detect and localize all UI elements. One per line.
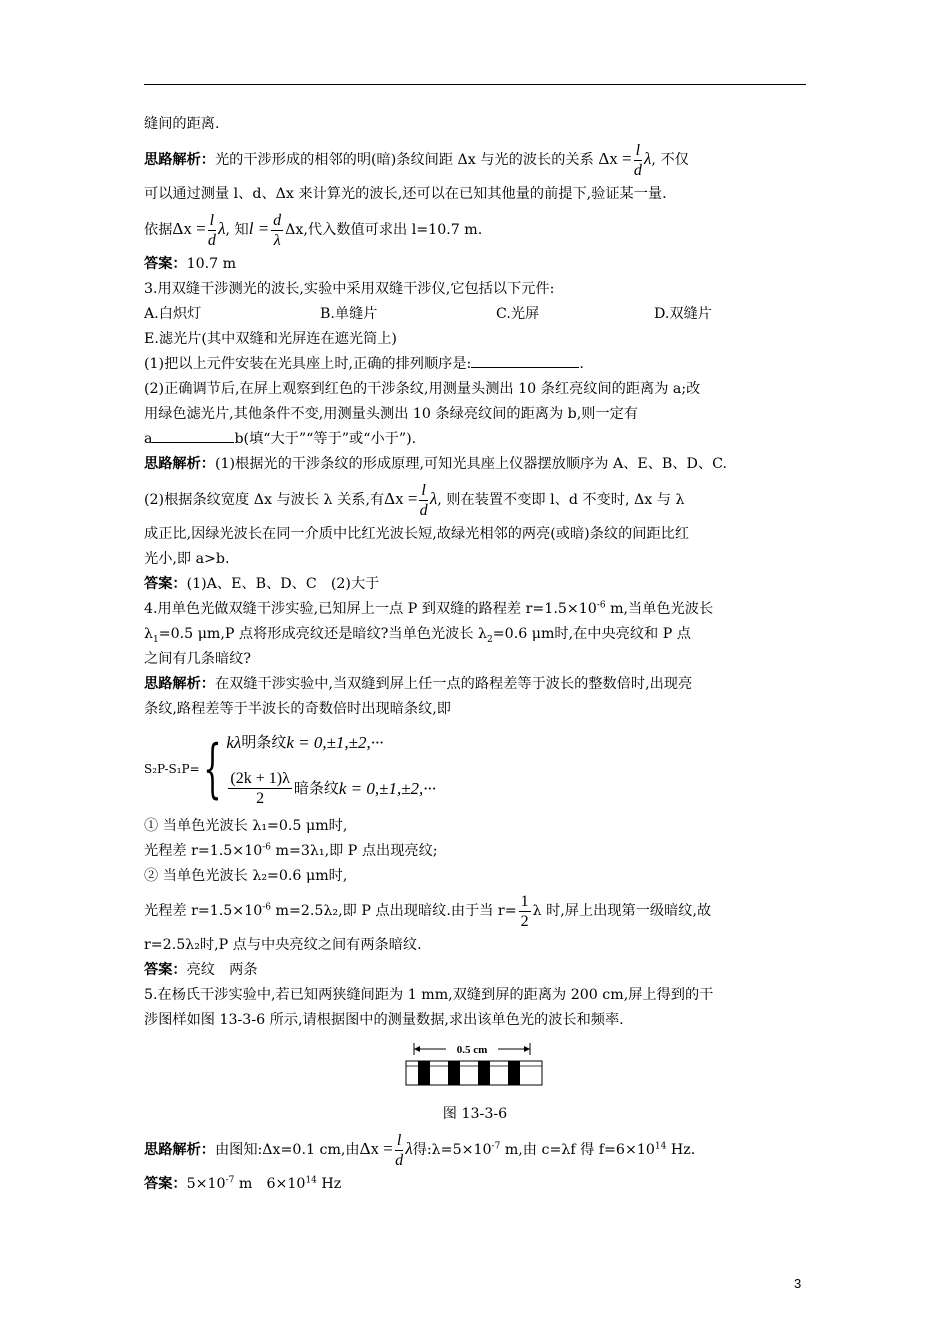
solution-label: 思路解析： [144, 152, 215, 168]
formula-line [144, 207, 806, 252]
answer-label: 答案： [144, 576, 187, 592]
text-fragment: Δx,代入数值可求出 l=10.7 m. [285, 222, 483, 238]
brace-symbol: { [202, 732, 222, 806]
text-fragment: , 不仅 [651, 152, 689, 168]
text-fragment: λ 时,屏上出现第一级暗纹,故 [532, 903, 712, 919]
frac-denominator: 2 [256, 790, 265, 807]
subscript: 1 [153, 634, 159, 645]
case-label: 暗条纹 [293, 779, 339, 797]
option-a: A.白炽灯 [144, 306, 202, 322]
answer-blank [152, 428, 234, 443]
text-fragment: λ [144, 626, 153, 642]
answer-line [144, 572, 806, 597]
fraction-one-half [519, 892, 531, 931]
solution-line [144, 1127, 806, 1172]
frac-denominator: d [419, 501, 428, 519]
formula-l: l = [248, 219, 270, 238]
text-fragment: b(填“大于”“等于”或“小于”). [234, 431, 417, 447]
solution-line [144, 477, 806, 522]
text-fragment: 4.用单色光做双缝干涉实验,已知屏上一点 P 到双缝的路程差 r=1.5×10 [144, 601, 597, 617]
text-line [144, 839, 806, 864]
case-expr: kλ [226, 733, 242, 752]
question-5: 涉图样如图 13-3-6 所示,请根据图中的测量数据,求出该单色光的波长和频率. [144, 1012, 624, 1028]
text-line: 可以通过测量 l、d、Δx 来计算光的波长,还可以在已知其他量的前提下,验证某一量. [144, 186, 667, 202]
text-fragment: =0.6 μm时,在中央亮纹和 P 点 [492, 626, 691, 642]
frac-numerator: l [396, 1131, 402, 1149]
text-fragment: m=3λ₁,即 P 点出现亮纹; [271, 843, 438, 859]
answer-label: 答案： [144, 256, 187, 272]
text-line: r=2.5λ₂时,P 点与中央亮纹之间有两条暗纹. [144, 937, 422, 953]
answer-text: 10.7 m [186, 256, 237, 272]
figure-caption: 图 13-3-6 [442, 1106, 508, 1122]
answer-text: (1)A、E、B、D、C (2)大于 [186, 576, 380, 592]
question-3-part-2 [144, 427, 806, 452]
question-3-part-1 [144, 352, 806, 377]
answer-line [144, 252, 806, 277]
interference-figure [144, 1039, 806, 1098]
text-fragment: m,当单色光波长 [605, 601, 714, 617]
text-fragment: (2)根据条纹宽度 Δx 与波长 λ 关系,有 [144, 492, 385, 508]
answer-blank [471, 353, 579, 368]
fraction-l-over-d [634, 141, 642, 180]
frac-numerator: l [635, 141, 641, 159]
superscript: -6 [262, 842, 272, 853]
solution-line [144, 672, 806, 697]
case-cond: k = 0,±1,±2,··· [286, 733, 384, 752]
text-fragment: 5×10 [186, 1176, 226, 1192]
question-5: 5.在杨氏干涉实验中,若已知两狭缝间距为 1 mm,双缝到屏的距离为 200 cm,屏上得到的干 [144, 987, 714, 1003]
text-fragment: 光程差 r=1.5×10 [144, 843, 263, 859]
text-fragment: a [144, 431, 153, 447]
superscript: 14 [305, 1175, 317, 1186]
fraction-l-over-d [208, 211, 216, 250]
frac-denominator: 2 [520, 912, 529, 930]
answer-label: 答案： [144, 1176, 187, 1192]
question-4 [144, 597, 806, 622]
solution-text: 光的干涉形成的相邻的明(暗)条纹间距 Δx 与光的波长的关系 [214, 152, 594, 168]
text-fragment: , 则在装置不变即 l、d 不变时, Δx 与 λ [437, 492, 685, 508]
lambda-symbol: λ [429, 489, 438, 508]
case-label: 明条纹 [241, 733, 287, 751]
text-fragment: , 知 [225, 222, 249, 238]
solution-label: 思路解析： [144, 676, 215, 692]
formula-dx: Δx = [598, 149, 632, 168]
question-4 [144, 622, 806, 647]
fraction-case [228, 769, 291, 808]
solution-label: 思路解析： [144, 1142, 215, 1158]
case-dark [226, 769, 436, 808]
superscript: -7 [491, 1141, 501, 1152]
formula-dx: Δx = [384, 489, 418, 508]
text-fragment: m 6×10 [234, 1176, 306, 1192]
text-line: ① 当单色光波长 λ₁=0.5 μm时, [144, 818, 348, 834]
frac-numerator: d [273, 211, 282, 229]
text-fragment: m,由 c=λf 得 f=6×10 [500, 1142, 655, 1158]
fraction-l-over-d [395, 1131, 403, 1170]
case-cond: k = 0,±1,±2,··· [338, 779, 437, 798]
frac-numerator: l [421, 481, 426, 499]
text-fragment: 依据 [144, 222, 173, 238]
text-fragment: 光程差 r=1.5×10 [144, 903, 263, 919]
figure-label: 0.5 cm [456, 1044, 488, 1056]
frac-denominator: d [633, 161, 642, 179]
equation-lhs: S₂P-S₁P= [144, 761, 200, 776]
solution-line [144, 137, 806, 182]
solution-label: 思路解析： [144, 456, 215, 472]
solution-text: 在双缝干涉实验中,当双缝到屏上任一点的路程差等于波长的整数倍时,出现亮 [214, 676, 693, 692]
fraction-l-over-d [419, 481, 427, 520]
text-fragment: Hz [316, 1176, 342, 1192]
question-3-part-2: (2)正确调节后,在屏上观察到红色的干涉条纹,用测量头测出 10 条红亮纹间的距离为 a;改 [144, 381, 701, 397]
superscript: -6 [262, 902, 272, 913]
text-fragment: =0.5 μm,P 点将形成亮纹还是暗纹?当单色光波长 λ [158, 626, 488, 642]
text-line: 条纹,路程差等于半波长的奇数倍时出现暗条纹,即 [144, 701, 451, 717]
option-d: D.双缝片 [654, 306, 712, 322]
frac-denominator: λ [273, 231, 281, 249]
frac-denominator: d [395, 1151, 404, 1169]
frac-denominator: d [207, 231, 216, 249]
answer-label: 答案： [144, 962, 187, 978]
subscript: 2 [487, 634, 493, 645]
solution-text: (1)根据光的干涉条纹的形成原理,可知光具座上仪器摆放顺序为 A、E、B、D、C. [214, 456, 727, 472]
option-c: C.光屏 [496, 306, 540, 322]
text-line [144, 889, 806, 933]
text-line: 光小,即 a>b. [144, 551, 230, 567]
formula-dx: Δx = [359, 1139, 393, 1158]
question-3-part-2: 用绿色滤光片,其他条件不变,用测量头测出 10 条绿亮纹间的距离为 b,则一定有 [144, 406, 639, 422]
text-fragment: 由图知:Δx=0.1 cm,由 [214, 1142, 360, 1158]
fringe-pattern-diagram [402, 1039, 548, 1089]
option-b: B.单缝片 [320, 306, 378, 322]
lambda-symbol: λ [218, 219, 226, 238]
options-row [144, 302, 806, 327]
page-number: 3 [794, 1276, 802, 1291]
answer-line [144, 1172, 806, 1197]
text-fragment: 得:λ=5×10 [412, 1142, 492, 1158]
option-e: E.滤光片(其中双缝和光屏连在遮光筒上) [144, 331, 397, 347]
lambda-symbol: λ [644, 149, 652, 168]
document-body [144, 112, 806, 1197]
question-3: 3.用双缝干涉测光的波长,实验中采用双缝干涉仪,它包括以下元件: [144, 281, 555, 297]
superscript: -6 [596, 600, 606, 611]
text-line: ② 当单色光波长 λ₂=0.6 μm时, [144, 868, 348, 884]
frac-numerator: (2k + 1)λ [230, 770, 290, 787]
question-4: 之间有几条暗纹? [144, 651, 251, 667]
text-line: 成正比,因绿光波长在同一介质中比红光波长短,故绿光相邻的两亮(或暗)条纹的间距比红 [144, 526, 690, 542]
answer-text: 亮纹 两条 [186, 962, 258, 978]
piecewise-equation [144, 728, 806, 810]
text-fragment: Hz. [666, 1142, 696, 1158]
text-fragment: . [579, 356, 584, 372]
frac-numerator: 1 [520, 892, 529, 910]
equation-cases [226, 730, 436, 808]
header-rule [144, 84, 806, 85]
superscript: 14 [654, 1141, 667, 1152]
answer-line [144, 958, 806, 983]
fraction-d-over-lambda [271, 211, 283, 250]
solution-line [144, 452, 806, 477]
text-fragment: (1)把以上元件安装在光具座上时,正确的排列顺序是: [144, 356, 472, 372]
superscript: -7 [225, 1175, 235, 1186]
lambda-symbol: λ [405, 1139, 413, 1158]
formula-dx: Δx = [172, 219, 206, 238]
case-bright [226, 730, 436, 755]
text-fragment: m=2.5λ₂,即 P 点出现暗纹.由于当 r= [271, 903, 517, 919]
frac-numerator: l [209, 211, 215, 229]
text-line: 缝间的距离. [144, 116, 220, 132]
